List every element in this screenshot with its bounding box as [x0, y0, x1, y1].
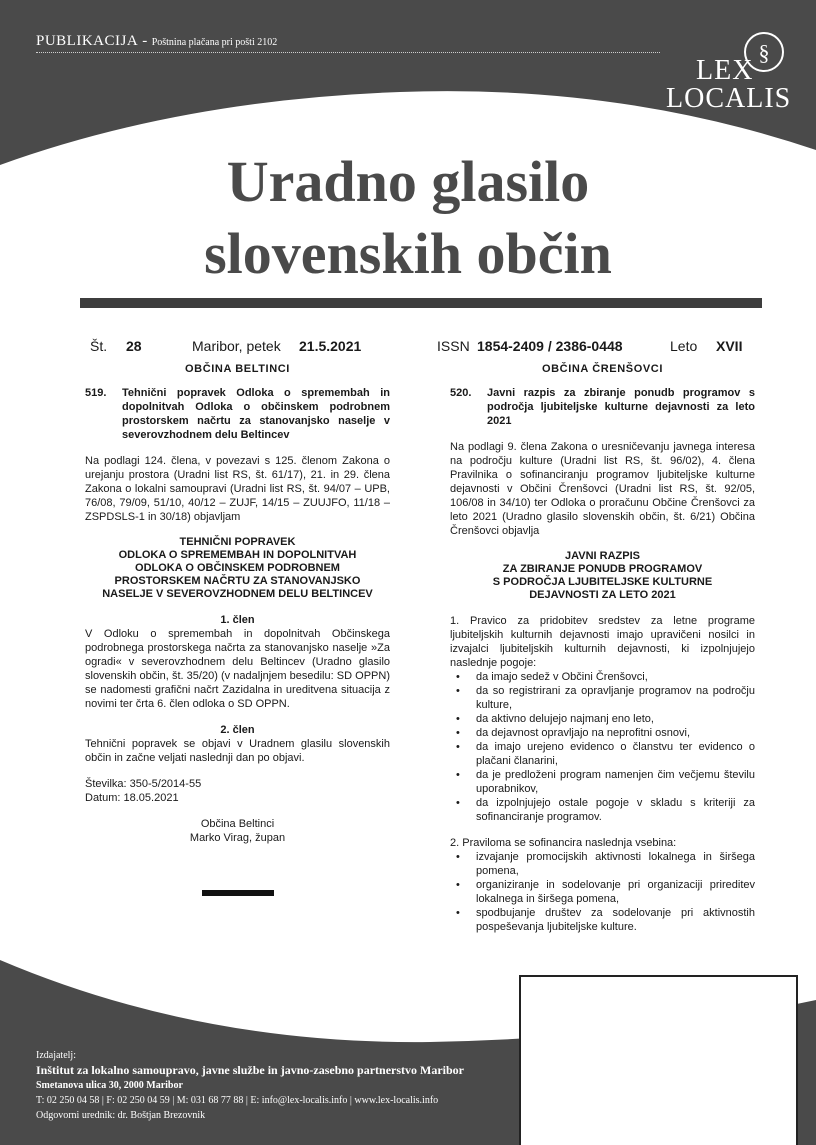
- item-title: Tehnični popravek Odloka o spremembah in dopolnitvah Odloka o občinskem podrobnem prostorskem načrtu za stanovanjsko naselje v severovzhodnem delu Beltincev: [122, 387, 390, 441]
- issue-date: 21.5.2021: [299, 338, 362, 354]
- list-item: • da so registrirani za opravljanje programov na področju kulture,: [476, 684, 755, 712]
- heading-line: TEHNIČNI POPRAVEK: [179, 536, 296, 548]
- right-column: [450, 362, 755, 934]
- list-item: • da aktivno delujejo najmanj eno leto,: [476, 712, 755, 726]
- heading-line: ODLOKA O OBČINSKEM PODROBNEM: [135, 562, 340, 574]
- publication-label: [36, 32, 277, 50]
- intro-paragraph: Na podlagi 124. člena, v povezavi s 125. členom Zakona o urejanju prostora (Uradni list RS, št. 61/17), 21. in 29. člena Zakona o lokalni samoupravi (Uradni list RS, št. 94/07 – UPB, 76/08, 79/09, 51/10, 40/12 – ZUJF, 14/15 – ZUUJFO, 11/18 – ZSPDSLS-1 in 30/18) objavljam: [85, 455, 390, 523]
- signature-municipality: Občina Beltinci: [200, 818, 275, 830]
- heading-line: ZA ZBIRANJE PONUDB PROGRAMOV: [502, 563, 703, 575]
- heading-line: S PODROČJA LJUBITELJSKE KULTURNE: [492, 576, 713, 588]
- dotted-divider: [36, 52, 660, 53]
- item-number: 520.: [450, 387, 472, 399]
- article-2-text: Tehnični popravek se objavi v Uradnem glasilu slovenskih občin in začne veljati naslednji dan po objavi.: [85, 738, 390, 764]
- publication-word: PUBLIKACIJA: [36, 33, 139, 49]
- issue-place-day: Maribor, petek: [192, 338, 281, 354]
- list-item: • izvajanje promocijskih aktivnosti lokalnega in širšega pomena,: [476, 850, 755, 878]
- publication-separator: -: [142, 33, 148, 49]
- issn-label: ISSN: [437, 338, 470, 354]
- issn-value: 1854-2409 / 2386-0448: [477, 338, 623, 354]
- heading-line: PROSTORSKEM NAČRTU ZA STANOVANJSKO: [114, 575, 361, 587]
- list-item: • spodbujanje društev za sodelovanje pri aktivnostih pospeševanja ljubiteljske kulture.: [476, 906, 755, 934]
- publisher-name: Inštitut za lokalno samoupravo, javne službe in javno-zasebno partnerstvo Maribor: [36, 1063, 465, 1077]
- document-number: Številka: 350-5/2014-55: [85, 778, 202, 790]
- list-item: • organiziranje in sodelovanje pri organizaciji prireditev lokalnega in širšega pomena,: [476, 878, 755, 906]
- title-rule: [80, 298, 762, 308]
- leto-value: XVII: [716, 338, 743, 354]
- issue-st-label: Št.: [90, 338, 108, 354]
- publisher-contacts: T: 02 250 04 58 | F: 02 250 04 59 | M: 031 68 77 88 | E: info@lex-localis.info | www.lex-localis.info: [36, 1095, 439, 1106]
- issue-number: 28: [126, 338, 142, 354]
- document-date: Datum: 18.05.2021: [85, 792, 179, 804]
- item-number: 519.: [85, 387, 107, 399]
- publisher-address: Smetanova ulica 30, 2000 Maribor: [36, 1080, 183, 1091]
- page-title-line1: Uradno glasilo: [226, 149, 590, 214]
- municipality-beltinci: OBČINA BELTINCI: [185, 363, 290, 375]
- item-520: [450, 386, 755, 428]
- end-marker: [202, 890, 274, 896]
- list-item: • da dejavnost opravljajo na neprofitni osnovi,: [476, 726, 755, 740]
- item-title: Javni razpis za zbiranje ponudb programov s področja ljubiteljske kulturne dejavnosti za leto 2021: [487, 387, 755, 427]
- footer-publisher-info: [36, 1048, 464, 1123]
- svg-text:§: §: [758, 40, 770, 65]
- article-1-title: 1. člen: [220, 614, 255, 626]
- heading-line: JAVNI RAZPIS: [565, 550, 640, 562]
- publisher-label: Izdajatelj:: [36, 1050, 76, 1061]
- intro-paragraph: Na podlagi 9. člena Zakona o uresničevanju javnega interesa na področju kulture (Uradni list RS, št. 96/02), 4. člena Pravilnika o sofinanciranju programov ljubiteljske kulturne dejavnosti v Občini Črenšovci (Uradni list RS, št. 92/05, 106/08 in 34/10) ter Odloka o proračunu Občine Črenšovci za leto 2021 (Uradno glasilo slovenskih občin, št. 6/21) Občina Črenšovci objavlja: [450, 441, 755, 537]
- list-item: • da imajo urejeno evidenco o članstvu ter evidenco o plačani članarini,: [476, 740, 755, 768]
- list-item: • da imajo sedež v Občini Črenšovci,: [476, 670, 755, 684]
- heading-line: ODLOKA O SPREMEMBAH IN DOPOLNITVAH: [118, 549, 357, 561]
- lex-localis-logo: [660, 30, 800, 120]
- list-item: • da je predloženi program namenjen čim večjemu številu uporabnikov,: [476, 768, 755, 796]
- publisher-editor: Odgovorni urednik: dr. Boštjan Brezovnik: [36, 1110, 206, 1121]
- signature-mayor: Marko Virag, župan: [189, 832, 286, 844]
- content-list: [450, 850, 755, 934]
- blank-box: [519, 975, 798, 1145]
- logo-localis: LOCALIS: [666, 83, 792, 114]
- article-2-title: 2. člen: [220, 724, 255, 736]
- logo-lex: LEX: [696, 55, 754, 86]
- left-column: [85, 362, 390, 845]
- page-title-line2: slovenskih občin: [204, 221, 612, 286]
- point-1-text: 1. Pravico za pridobitev sredstev za letne programe ljubiteljskih kulturnih dejavnosti imajo upravičeni nosilci in izvajalci ljubiteljskih kulturnih dejavnosti, ki izpolnjujejo naslednje pogoje:: [450, 615, 755, 669]
- conditions-list: [450, 670, 755, 824]
- heading-line: NASELJE V SEVEROVZHODNEM DELU BELTINCEV: [102, 588, 373, 600]
- tender-heading: [450, 550, 755, 602]
- list-item: • da izpolnjujejo ostale pogoje v skladu s kriteriji za sofinanciranje programov.: [476, 796, 755, 824]
- leto-label: Leto: [670, 338, 698, 354]
- article-1-text: V Odloku o spremembah in dopolnitvah Občinskega podrobnega prostorskega načrta za stanovanjsko naselje »Za ogradi« v severovzhodnem delu Beltincev (Uradno glasilo slovenskih občin, št. 35/20) (v nadaljnjem besedilu: SD OPPN) se nadomesti grafični načrt Zazidalna in ureditvena situacija z novimi ter črta 6. člen odloka o SD OPPN.: [85, 628, 390, 710]
- act-heading: [85, 536, 390, 601]
- point-2-text: 2. Praviloma se sofinancira naslednja vsebina:: [450, 837, 677, 849]
- heading-line: DEJAVNOSTI ZA LETO 2021: [529, 589, 676, 601]
- postage-note: Poštnina plačana pri pošti 2102: [151, 37, 278, 48]
- item-519: [85, 386, 390, 442]
- municipality-crensovci: OBČINA ČRENŠOVCI: [541, 363, 664, 375]
